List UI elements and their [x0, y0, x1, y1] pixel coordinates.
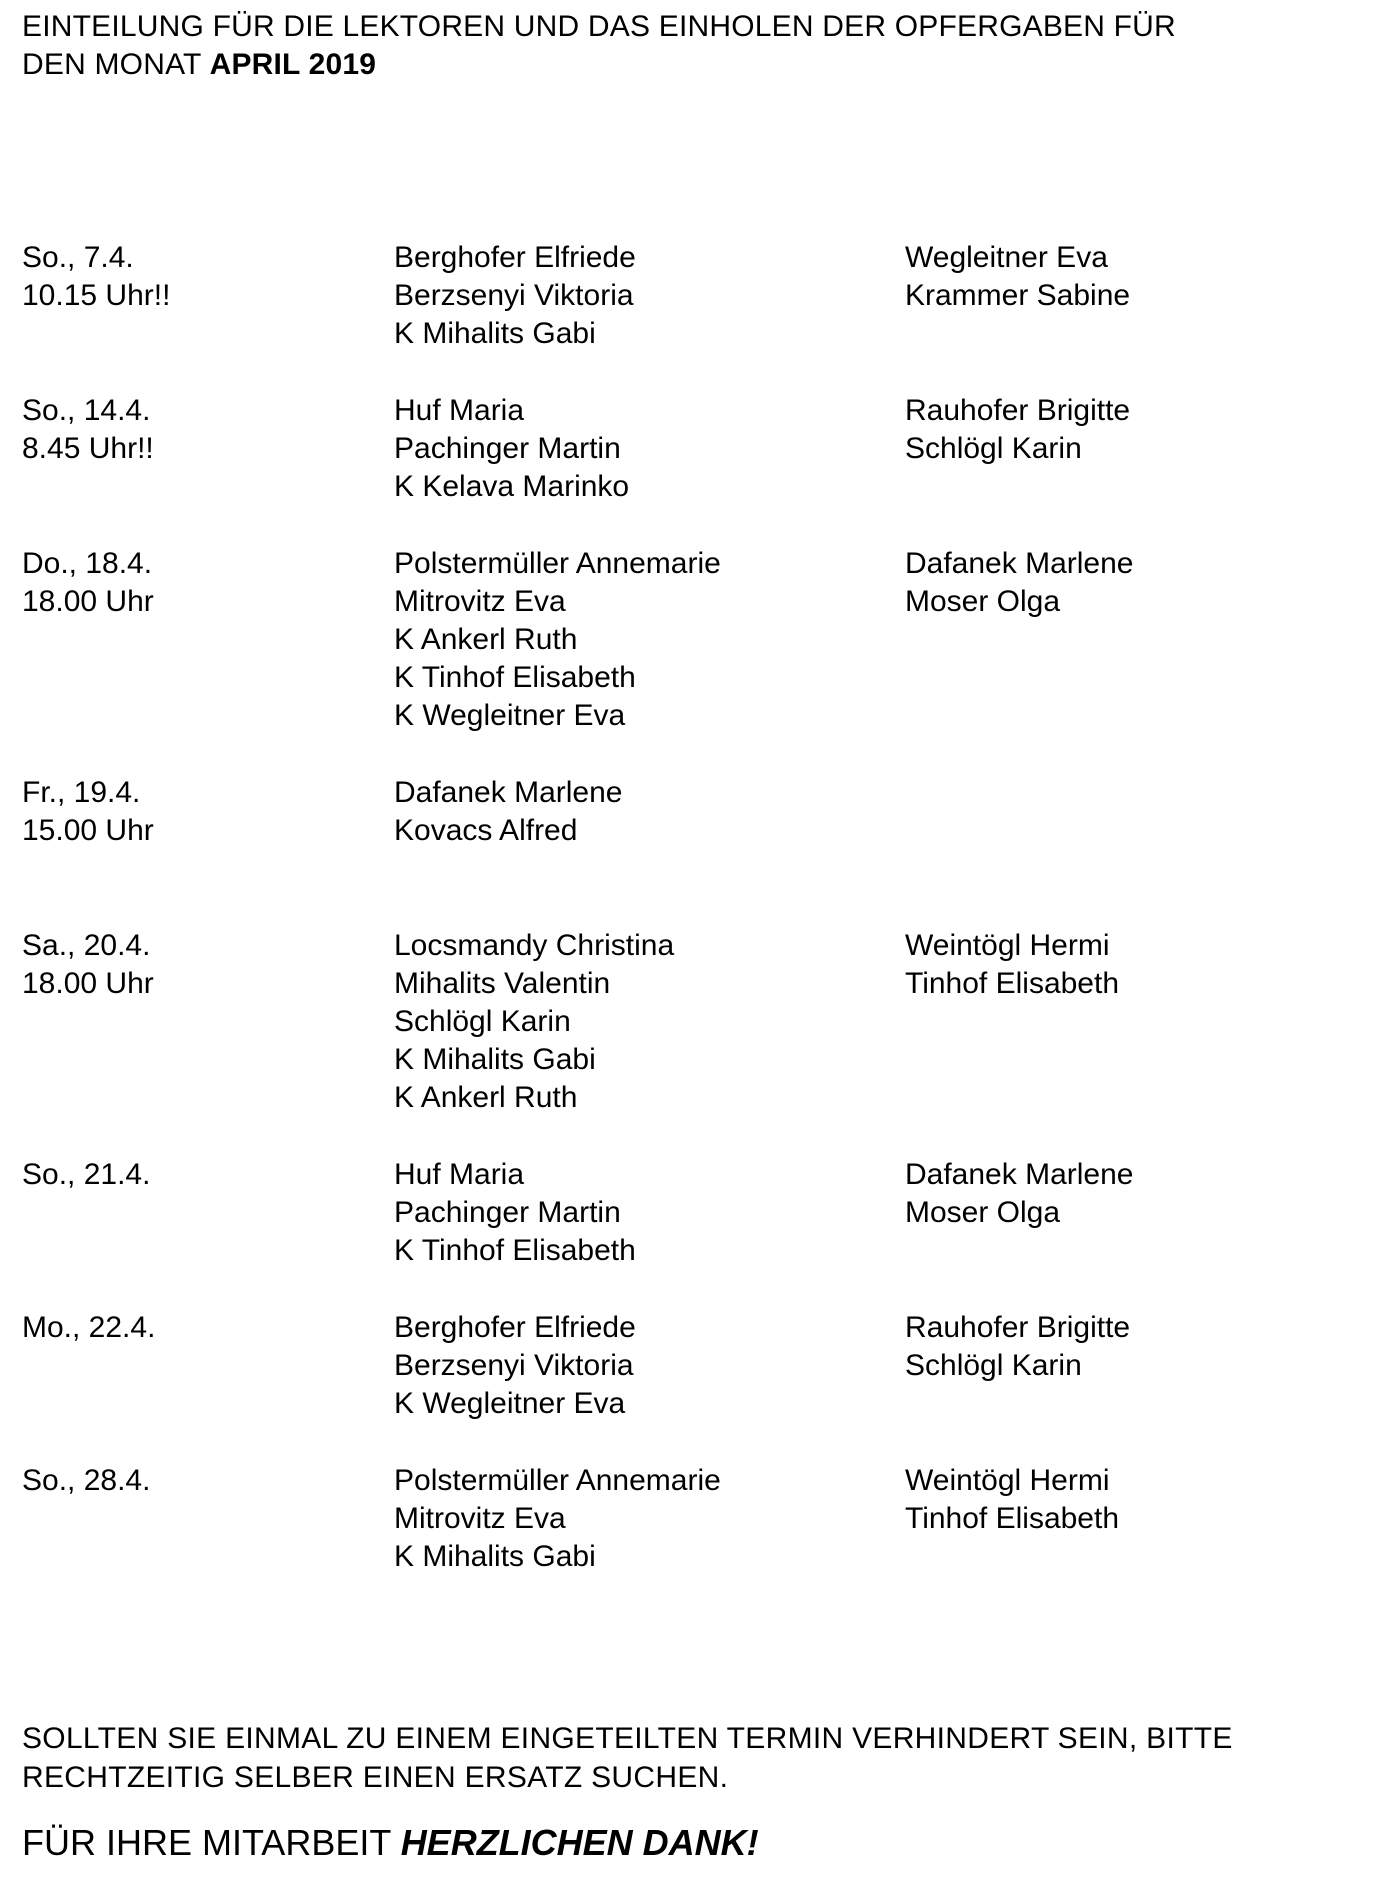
- entry-lectors: [394, 1462, 721, 1576]
- thanks-prefix: FÜR IHRE MITARBEIT: [22, 1822, 401, 1863]
- lector-name: Huf Maria: [394, 394, 525, 427]
- document-title: [22, 8, 1362, 84]
- thanks-emphasis: HERZLICHEN DANK!: [400, 1822, 759, 1863]
- entry-lectors: [394, 927, 674, 1117]
- lector-name: Mihalits Valentin: [394, 967, 611, 1001]
- lector-name: Berghofer Elfriede: [394, 1311, 636, 1344]
- entry-offertory: [905, 392, 1130, 468]
- lector-name: Mitrovitz Eva: [394, 1502, 566, 1536]
- lector-name: Polstermüller Annemarie: [394, 547, 721, 580]
- title-line-1: EINTEILUNG FÜR DIE LEKTOREN UND DAS EINHOLEN DER OPFERGABEN FÜR: [22, 10, 1176, 43]
- entry-date-time: [22, 1309, 155, 1347]
- lector-name: Schlögl Karin: [394, 1005, 571, 1039]
- entry-date: Fr., 19.4.: [22, 776, 141, 809]
- lector-name: K Kelava Marinko: [394, 470, 630, 504]
- entry-date-time: [22, 239, 170, 315]
- entry-date-time: [22, 545, 154, 621]
- entry-time: 10.15 Uhr!!: [22, 279, 171, 313]
- entry-lectors: [394, 1156, 636, 1270]
- lector-name: K Wegleitner Eva: [394, 1387, 626, 1421]
- entry-date: Do., 18.4.: [22, 547, 153, 580]
- lector-name: K Wegleitner Eva: [394, 699, 626, 733]
- entry-offertory: [905, 1309, 1130, 1385]
- entry-date-time: [22, 927, 154, 1003]
- entry-date-time: [22, 774, 154, 850]
- entry-time: 18.00 Uhr: [22, 585, 154, 619]
- entry-offertory: [905, 545, 1133, 621]
- offertory-name: Wegleitner Eva: [905, 241, 1108, 274]
- lector-name: Kovacs Alfred: [394, 814, 578, 848]
- lector-name: K Mihalits Gabi: [394, 1043, 596, 1077]
- entry-lectors: [394, 1309, 636, 1423]
- entry-date: So., 28.4.: [22, 1464, 151, 1497]
- lector-name: Mitrovitz Eva: [394, 585, 566, 619]
- offertory-name: Schlögl Karin: [905, 432, 1082, 466]
- offertory-name: Rauhofer Brigitte: [905, 394, 1131, 427]
- title-month: APRIL 2019: [209, 48, 377, 81]
- lector-name: Polstermüller Annemarie: [394, 1464, 721, 1497]
- lector-name: Berzsenyi Viktoria: [394, 279, 634, 313]
- entry-offertory: [905, 239, 1130, 315]
- notice-line-2: RECHTZEITIG SELBER EINEN ERSATZ SUCHEN.: [22, 1761, 729, 1794]
- entry-offertory: [905, 1462, 1119, 1538]
- entry-lectors: [394, 545, 721, 735]
- offertory-name: Tinhof Elisabeth: [905, 967, 1120, 1001]
- offertory-name: Schlögl Karin: [905, 1349, 1082, 1383]
- entry-date: So., 21.4.: [22, 1158, 151, 1191]
- entry-lectors: [394, 239, 636, 353]
- lector-name: K Mihalits Gabi: [394, 317, 596, 351]
- lector-name: Dafanek Marlene: [394, 776, 623, 809]
- lector-name: K Tinhof Elisabeth: [394, 1234, 636, 1268]
- offertory-name: Rauhofer Brigitte: [905, 1311, 1131, 1344]
- entry-time: 15.00 Uhr: [22, 814, 154, 848]
- lector-name: K Mihalits Gabi: [394, 1540, 596, 1574]
- lector-name: Locsmandy Christina: [394, 929, 675, 962]
- lector-name: Berzsenyi Viktoria: [394, 1349, 634, 1383]
- offertory-name: Tinhof Elisabeth: [905, 1502, 1120, 1536]
- offertory-name: Weintögl Hermi: [905, 929, 1110, 962]
- lector-name: Pachinger Martin: [394, 1196, 621, 1230]
- entry-time: 18.00 Uhr: [22, 967, 154, 1001]
- title-line-2: [22, 46, 1362, 84]
- entry-date: Mo., 22.4.: [22, 1311, 156, 1344]
- offertory-name: Moser Olga: [905, 1196, 1061, 1230]
- offertory-name: Moser Olga: [905, 585, 1061, 619]
- entry-date: Sa., 20.4.: [22, 929, 151, 962]
- entry-lectors: [394, 392, 629, 506]
- entry-date-time: [22, 1462, 150, 1500]
- entry-time: 8.45 Uhr!!: [22, 432, 154, 466]
- lector-name: Huf Maria: [394, 1158, 525, 1191]
- lector-name: Pachinger Martin: [394, 432, 621, 466]
- notice-line-1: SOLLTEN SIE EINMAL ZU EINEM EINGETEILTEN TERMIN VERHINDERT SEIN, BITTE: [22, 1722, 1233, 1755]
- entry-lectors: [394, 774, 622, 850]
- entry-offertory: [905, 1156, 1133, 1232]
- entry-date-time: [22, 1156, 150, 1194]
- thanks-line: [22, 1821, 759, 1865]
- offertory-name: Weintögl Hermi: [905, 1464, 1110, 1497]
- offertory-name: Dafanek Marlene: [905, 547, 1134, 580]
- lector-name: Berghofer Elfriede: [394, 241, 636, 274]
- title-month-prefix: DEN MONAT: [22, 48, 210, 81]
- lector-name: K Ankerl Ruth: [394, 623, 578, 657]
- lector-name: K Ankerl Ruth: [394, 1081, 578, 1115]
- offertory-name: Dafanek Marlene: [905, 1158, 1134, 1191]
- offertory-name: Krammer Sabine: [905, 279, 1131, 313]
- entry-date-time: [22, 392, 154, 468]
- entry-date: So., 7.4.: [22, 241, 134, 274]
- entry-date: So., 14.4.: [22, 394, 151, 427]
- lector-name: K Tinhof Elisabeth: [394, 661, 636, 695]
- footer-notice: [22, 1719, 1362, 1797]
- entry-offertory: [905, 927, 1119, 1003]
